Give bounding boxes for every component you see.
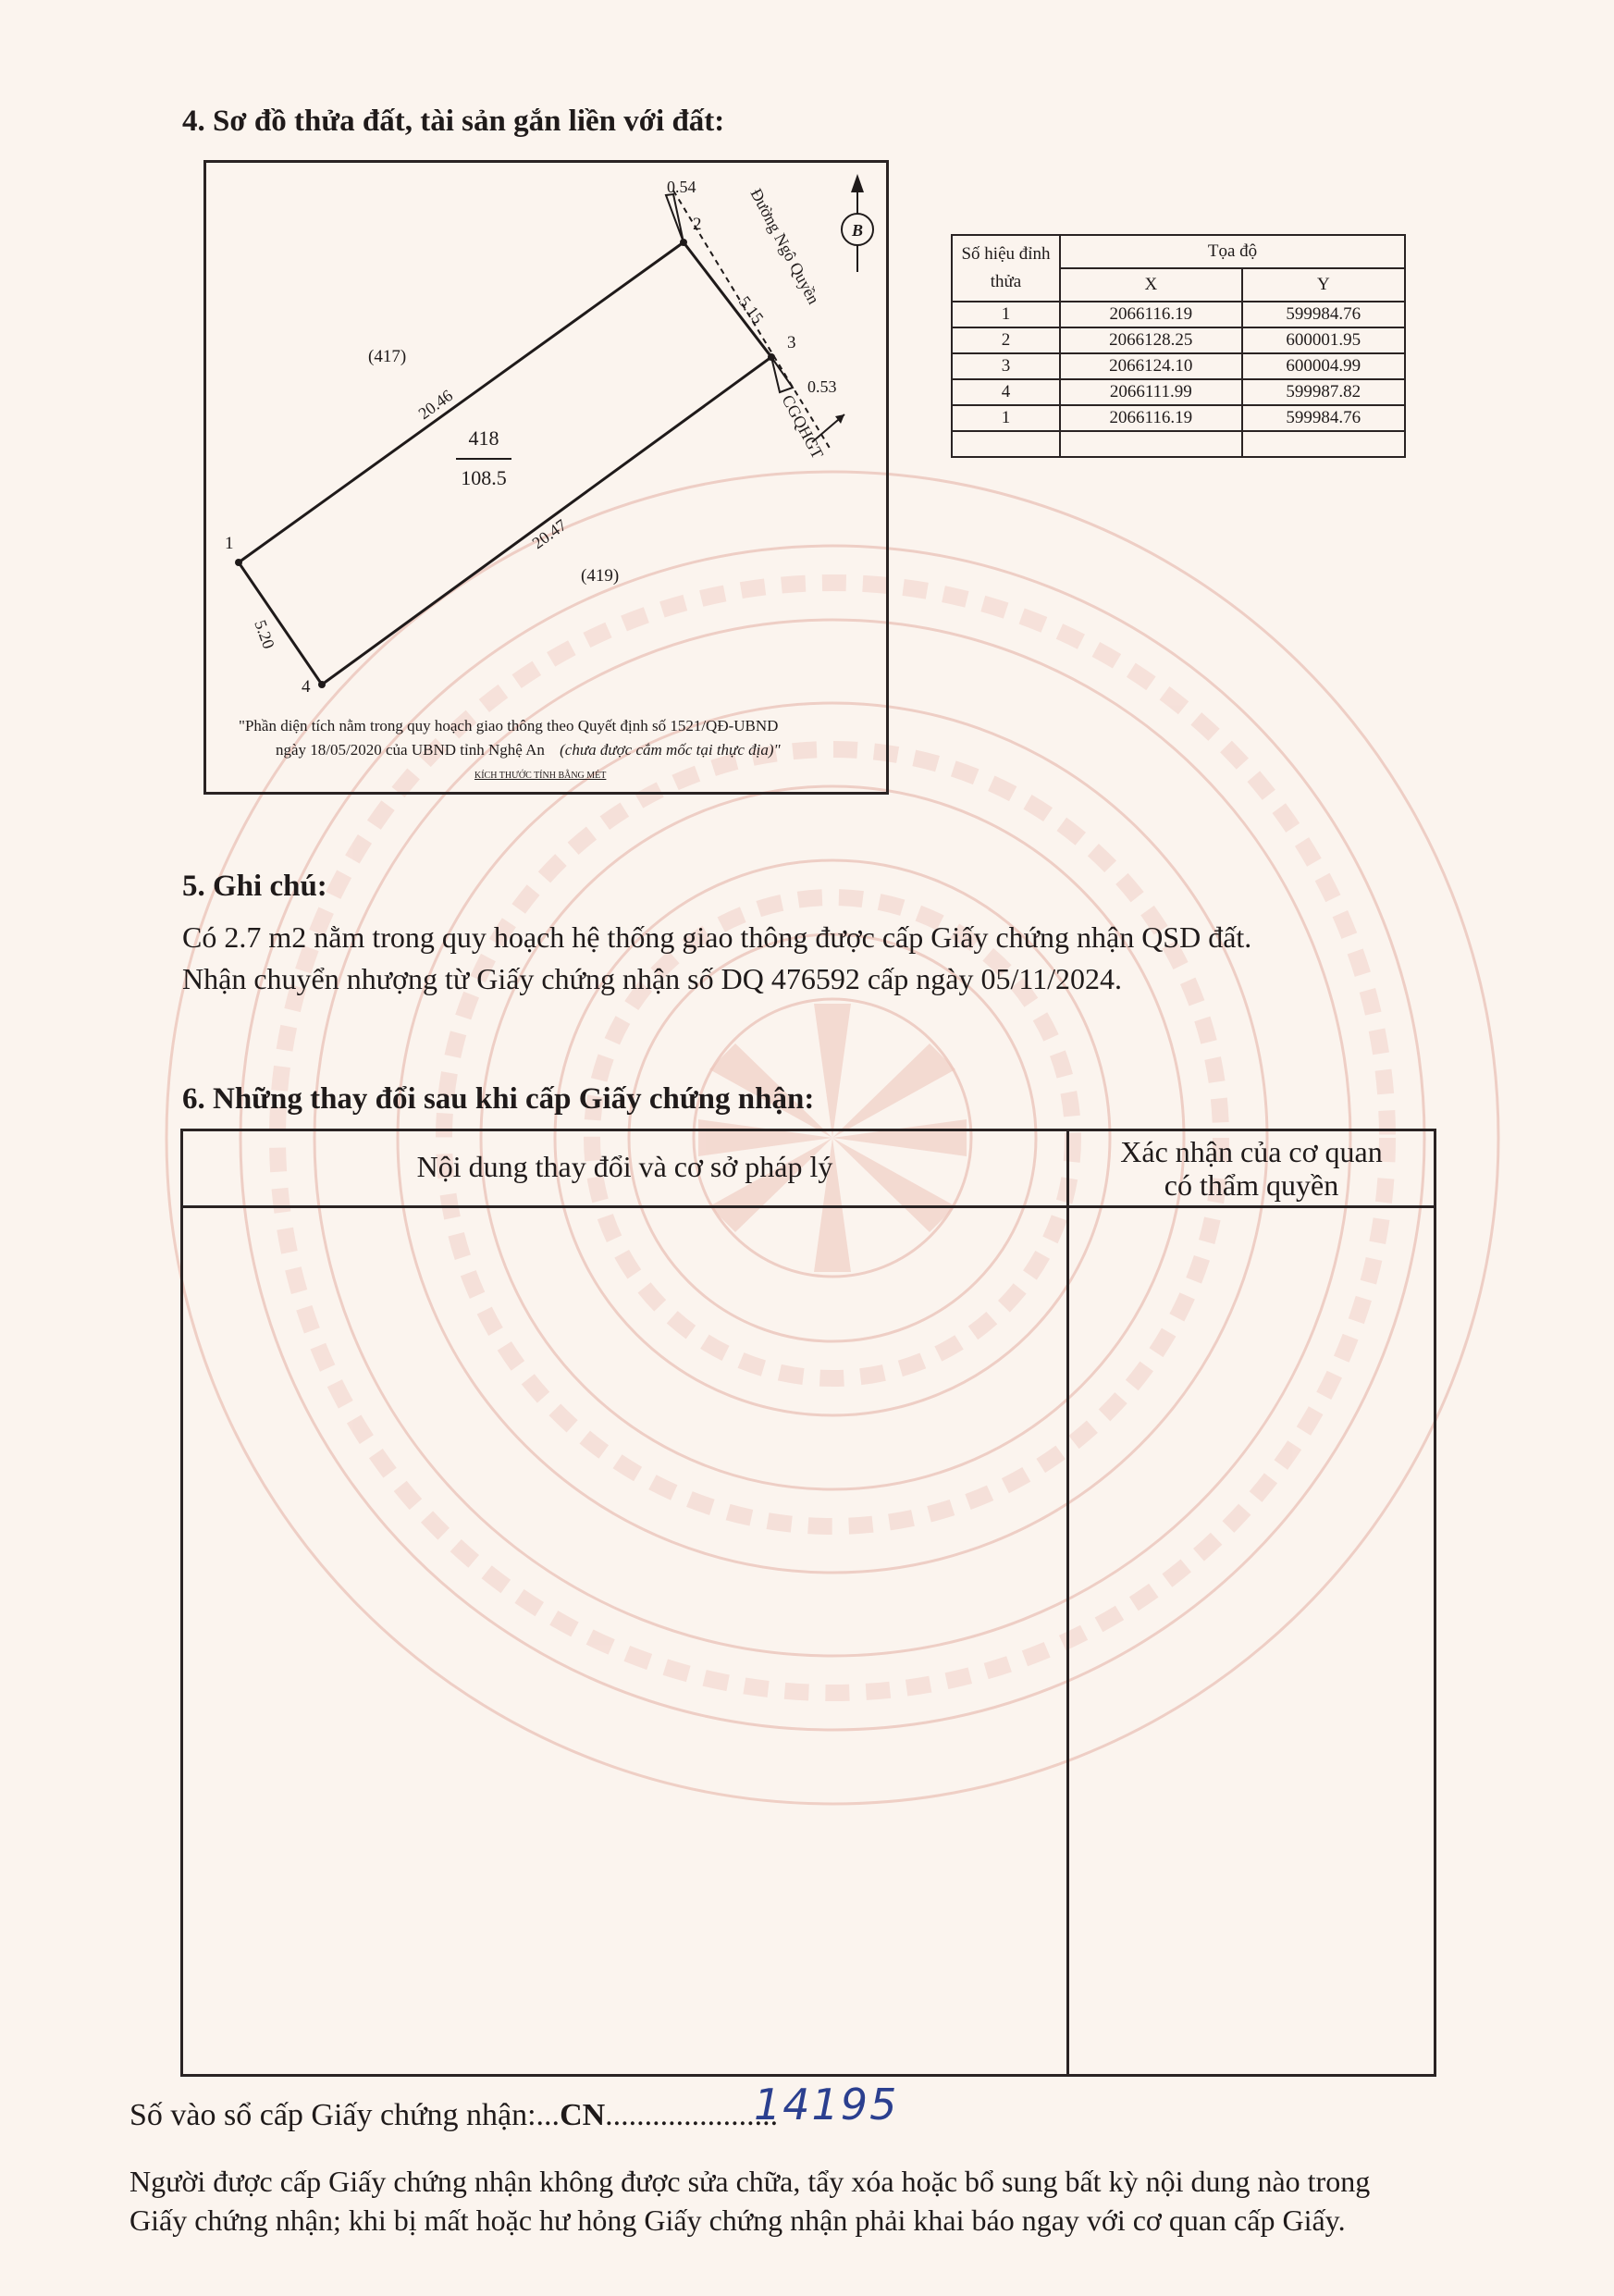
header-divider [183, 1205, 1434, 1208]
parcel-area: 108.5 [461, 466, 507, 489]
section-4-title: 4. Sơ đồ thửa đất, tài sản gắn liền với đất: [182, 105, 725, 138]
footer-line-1: Người được cấp Giấy chứng nhận không được sửa chữa, tẩy xóa hoặc bổ sung bất kỳ nội dung nào trong [129, 2165, 1371, 2198]
register-prefix: CN [560, 2098, 606, 2132]
road-name: Đường Ngô Quyền [746, 185, 824, 307]
header-coords: Tọa độ [1060, 235, 1405, 268]
neighbor-parcel-417: (417) [368, 347, 407, 366]
column-header-confirm-line-1: Xác nhận của cơ quan [1120, 1135, 1383, 1168]
row-point: 1 [952, 302, 1060, 327]
row-y: 600001.95 [1242, 327, 1405, 353]
table-row-empty [952, 431, 1405, 457]
column-divider [1066, 1131, 1069, 2074]
offset-3-mark [771, 357, 793, 392]
row-x: 2066128.25 [1060, 327, 1242, 353]
footer-line-2: Giấy chứng nhận; khi bị mất hoặc hư hỏng Giấy chứng nhận phải khai báo ngay với cơ quan cấp Giấy. [129, 2203, 1346, 2237]
offset-label-2: 0.54 [667, 178, 696, 196]
header-point: Số hiệu đỉnh thửa [952, 235, 1060, 302]
row-y: 599984.76 [1242, 405, 1405, 431]
register-label: Số vào sổ cấp Giấy chứng nhận:... [129, 2098, 561, 2132]
north-arrow-icon [842, 174, 873, 272]
header-x: X [1060, 268, 1242, 302]
row-x: 2066124.10 [1060, 353, 1242, 379]
planning-note-line-1: "Phần diện tích nằm trong quy hoạch giao thông theo Quyết định số 1521/QĐ-UBND [239, 717, 779, 734]
edge-length-3-4: 20.47 [528, 515, 571, 553]
row-point: 2 [952, 327, 1060, 353]
section-5-title: 5. Ghi chú: [182, 870, 327, 903]
column-header-confirm-line-2: có thẩm quyền [1164, 1168, 1339, 1202]
row-y: 600004.99 [1242, 353, 1405, 379]
point-label-1: 1 [225, 534, 234, 553]
register-number-handwritten: 14195 [754, 2080, 899, 2129]
row-point: 1 [952, 405, 1060, 431]
note-line-2: Nhận chuyển nhượng từ Giấy chứng nhận số DQ 476592 cấp ngày 05/11/2024. [182, 962, 1123, 995]
parcel-boundary [239, 242, 771, 685]
north-symbol: B [851, 221, 864, 240]
planning-note-line-2b: (chưa được cắm mốc tại thực địa)" [560, 741, 781, 759]
row-point: 3 [952, 353, 1060, 379]
parcel-sketch [203, 160, 889, 795]
parcel-sketch-svg [206, 163, 886, 792]
note-line-1: Có 2.7 m2 nằm trong quy hoạch hệ thống giao thông được cấp Giấy chứng nhận QSD đất. [182, 920, 1252, 954]
edge-length-1-2: 20.46 [414, 386, 457, 424]
point-label-3: 3 [787, 333, 796, 352]
corner-4-mark [318, 681, 326, 688]
scale-note: KÍCH THƯỚC TÍNH BẰNG MÉT [474, 771, 607, 781]
register-dots: ...................... [605, 2098, 779, 2132]
table-row [952, 379, 1405, 405]
column-header-confirm [1069, 1135, 1434, 1202]
table-row [952, 353, 1405, 379]
point-label-2: 2 [693, 215, 702, 234]
row-y: 599984.76 [1242, 302, 1405, 327]
edge-length-2-3: 5.15 [734, 292, 768, 327]
edge-length-4-1: 5.20 [251, 617, 278, 651]
row-y: 599987.82 [1242, 379, 1405, 405]
planning-note-line-2a: ngày 18/05/2020 của UBND tỉnh Nghệ An [276, 741, 545, 759]
changes-table [180, 1129, 1436, 2077]
header-y: Y [1242, 268, 1405, 302]
offset-label-3: 0.53 [807, 377, 837, 396]
row-x: 2066116.19 [1060, 302, 1242, 327]
table-row [952, 302, 1405, 327]
section-6-title: 6. Những thay đổi sau khi cấp Giấy chứng nhận: [182, 1082, 815, 1116]
row-point: 4 [952, 379, 1060, 405]
parcel-number: 418 [468, 426, 499, 450]
neighbor-parcel-419: (419) [581, 566, 620, 586]
register-number-line [129, 2098, 778, 2133]
coordinate-table [951, 234, 1406, 458]
table-row [952, 405, 1405, 431]
road-boundary-label: CGQHGT [778, 391, 828, 463]
table-row [952, 327, 1405, 353]
row-x: 2066111.99 [1060, 379, 1242, 405]
planning-note-line-2 [276, 741, 781, 759]
point-label-4: 4 [302, 677, 311, 697]
corner-1-mark [235, 559, 242, 566]
column-header-content: Nội dung thay đổi và cơ sở pháp lý [416, 1150, 833, 1183]
row-x: 2066116.19 [1060, 405, 1242, 431]
